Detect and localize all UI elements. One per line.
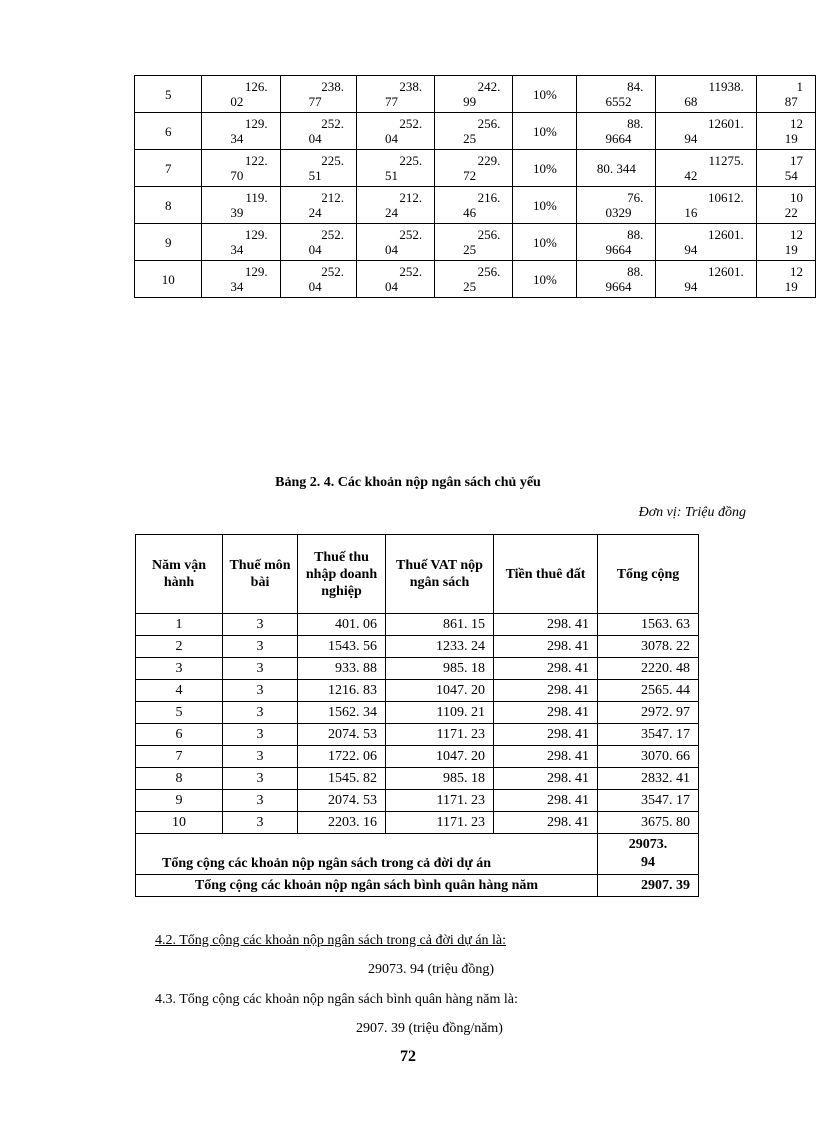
cell-line: 19 [784,279,798,294]
cell-line: 34 [230,242,244,257]
table-cell: 298. 41 [494,746,598,768]
table-cell: 3078. 22 [598,636,699,658]
table-cell: 1171. 23 [386,812,494,834]
cell-line: 34 [230,131,244,146]
table-cell: 2 [136,636,223,658]
table-cell [356,224,434,261]
table-cell: 1545. 82 [298,768,386,790]
cell-line: 77 [308,94,322,109]
table-cell: 3675. 80 [598,812,699,834]
continued-table-row [135,224,816,261]
table-cell [513,187,577,224]
table-cell [435,261,513,298]
cell-line: 51 [384,168,398,183]
cell-line: 94 [684,242,698,257]
table-cell [280,224,356,261]
table-cell [513,113,577,150]
table-cell [656,76,756,113]
cell-line: 6552 [605,94,632,109]
header-land-rent: Tiền thuê đất [494,535,598,614]
section-4-3: 4.3. Tổng cộng các khoản nộp ngân sách bình quân hàng năm là: [155,992,518,1007]
table-cell: 10 [136,812,223,834]
section-4-2-value: 29073. 94 (triệu đồng) [368,962,494,977]
cell-line: 02 [230,94,244,109]
cell-text: 5 [164,86,172,102]
table-cell: 2074. 53 [298,790,386,812]
cell-line: 34 [230,279,244,294]
cell-line: 129. [244,116,268,131]
table-cell [577,187,656,224]
cell-line: 12 [790,227,803,242]
continued-table-row [135,113,816,150]
table-cell [656,150,756,187]
cell-line: 46 [463,205,477,220]
table-cell: 861. 15 [386,614,494,636]
cell-line: 24 [308,205,322,220]
table-cell: 298. 41 [494,702,598,724]
table-cell [435,224,513,261]
cell-line: 129. [244,264,268,279]
table-cell [513,76,577,113]
cell-text: 10% [533,271,557,287]
table-cell [435,113,513,150]
table-cell: 985. 18 [386,768,494,790]
cell-line: 94 [684,279,698,294]
average-label: Tổng cộng các khoản nộp ngân sách bình quân hàng năm [136,875,598,897]
cell-line: 212. [321,190,344,205]
table-cell: 1171. 23 [386,790,494,812]
page-number: 72 [400,1048,416,1065]
table-cell: 2074. 53 [298,724,386,746]
table-cell [356,76,434,113]
table-cell: 401. 06 [298,614,386,636]
cell-text: 9 [164,234,172,250]
table-cell [656,187,756,224]
cell-line: 252. [399,227,423,242]
table-cell [202,150,280,187]
table-cell [513,150,577,187]
table-row [136,790,699,812]
cell-line: 70 [230,168,244,183]
table-row [136,724,699,746]
section-4-2: 4.2. Tổng cộng các khoản nộp ngân sách trong cả đời dự án là: [155,933,507,948]
table-row [136,746,699,768]
continued-table-row [135,150,816,187]
continued-table [134,75,816,298]
cell-line: 04 [384,131,398,146]
table-cell [435,187,513,224]
cell-line: 216. [477,190,501,205]
cell-line: 256. [477,227,501,242]
table-cell: 8 [136,768,223,790]
table-cell [756,224,815,261]
table-cell: 2203. 16 [298,812,386,834]
table-cell [577,150,656,187]
cell-line: 16 [684,205,698,220]
table-cell: 3 [136,658,223,680]
cell-line: 119. [245,190,268,205]
table-cell: 985. 18 [386,658,494,680]
total-label: Tổng cộng các khoản nộp ngân sách trong cả đời dự án [136,834,598,875]
cell-line: 9664 [605,131,632,146]
table-cell [577,261,656,298]
table-cell [280,113,356,150]
cell-line: 04 [384,279,398,294]
table-cell [280,261,356,298]
cell-line: 77 [384,94,398,109]
table-cell [756,76,815,113]
table-cell: 298. 41 [494,790,598,812]
table-cell: 3 [223,768,298,790]
table-cell: 3070. 66 [598,746,699,768]
table-cell [656,113,756,150]
table-cell: 9 [136,790,223,812]
table-cell: 933. 88 [298,658,386,680]
header-row [136,535,699,614]
table-cell: 298. 41 [494,812,598,834]
table-cell: 1562. 34 [298,702,386,724]
table-cell [202,261,280,298]
cell-text: 10% [533,160,557,176]
cell-line: 25 [463,131,477,146]
total-row [136,834,699,875]
cell-line: 72 [463,168,477,183]
table-cell [280,187,356,224]
cell-line: 04 [308,131,322,146]
cell-line: 11275. [708,153,744,168]
table-cell [280,150,356,187]
cell-line: 252. [321,227,344,242]
section-4-3-value: 2907. 39 (triệu đồng/năm) [356,1021,503,1036]
cell-line: 76. [627,190,644,205]
cell-line: 25 [463,242,477,257]
cell-text: 7 [164,160,172,176]
table-cell: 6 [136,724,223,746]
table-cell [435,150,513,187]
cell-line: 51 [308,168,322,183]
cell-text: 10% [533,123,557,139]
continued-table-row [135,261,816,298]
cell-text: 10% [533,86,557,102]
table-cell: 2972. 97 [598,702,699,724]
table-cell [577,76,656,113]
cell-line: 94 [684,131,698,146]
table-cell: 1 [136,614,223,636]
table-cell: 3 [223,702,298,724]
table-cell [135,261,202,298]
cell-text: 80. 344 [596,160,636,176]
table-cell: 1722. 06 [298,746,386,768]
cell-line: 12601. [708,264,744,279]
cell-line: 242. [477,79,501,94]
cell-line: 252. [321,264,344,279]
table-cell: 2220. 48 [598,658,699,680]
cell-line: 252. [399,116,423,131]
average-value: 2907. 39 [598,875,699,897]
table-cell: 3 [223,724,298,746]
table-cell: 298. 41 [494,680,598,702]
table-cell: 3547. 17 [598,724,699,746]
header-total: Tổng cộng [598,535,699,614]
cell-text: 8 [164,197,172,213]
table-row [136,658,699,680]
header-vat: Thuế VAT nộp ngân sách [386,535,494,614]
table-cell: 1047. 20 [386,680,494,702]
cell-line: 17 [790,153,803,168]
table-cell [356,261,434,298]
cell-text: 6 [164,123,172,139]
cell-line: 12 [790,264,803,279]
cell-line: 10612. [708,190,744,205]
table-cell [202,113,280,150]
cell-text: 10 [161,271,175,287]
total-value-line2: 94 [641,855,655,870]
cell-line: 129. [244,227,268,242]
cell-line: 10 [790,190,803,205]
cell-line: 238. [321,79,344,94]
table-cell [577,224,656,261]
table-cell [135,150,202,187]
cell-text: 10% [533,234,557,250]
cell-line: 19 [784,131,798,146]
cell-line: 99 [463,94,477,109]
table-cell: 3 [223,680,298,702]
table-cell: 1563. 63 [598,614,699,636]
table-cell: 298. 41 [494,636,598,658]
cell-line: 122. [244,153,268,168]
table-row [136,702,699,724]
total-value [598,834,699,875]
cell-line: 24 [384,205,398,220]
table-cell: 1047. 20 [386,746,494,768]
header-license-tax: Thuế môn bài [223,535,298,614]
cell-line: 88. [627,116,644,131]
cell-line: 42 [684,168,698,183]
table-cell: 3 [223,636,298,658]
table-cell: 2565. 44 [598,680,699,702]
table-cell [513,261,577,298]
table-cell: 1171. 23 [386,724,494,746]
cell-line: 229. [477,153,501,168]
header-year: Năm vận hành [136,535,223,614]
table-cell [135,224,202,261]
table-cell: 2832. 41 [598,768,699,790]
cell-line: 256. [477,116,501,131]
table-row [136,614,699,636]
table-title: Bảng 2. 4. Các khoản nộp ngân sách chủ yếu [275,475,541,490]
table-cell: 4 [136,680,223,702]
cell-line: 54 [784,168,798,183]
cell-line: 1 [796,79,803,94]
cell-line: 12 [790,116,803,131]
table-cell: 298. 41 [494,614,598,636]
cell-line: 39 [230,205,244,220]
unit-label: Đơn vị: Triệu đồng [638,505,746,520]
cell-line: 84. [627,79,644,94]
table-cell: 1233. 24 [386,636,494,658]
table-cell: 298. 41 [494,724,598,746]
table-cell [135,187,202,224]
table-row [136,812,699,834]
budget-table [135,534,699,897]
table-row [136,636,699,658]
cell-line: 12601. [708,227,744,242]
cell-line: 225. [321,153,344,168]
table-cell [756,261,815,298]
continued-table-row [135,76,816,113]
table-cell [356,150,434,187]
cell-line: 04 [384,242,398,257]
table-cell: 3547. 17 [598,790,699,812]
table-cell: 3 [223,614,298,636]
table-row [136,768,699,790]
cell-line: 126. [244,79,268,94]
table-cell [356,113,434,150]
table-cell: 7 [136,746,223,768]
table-cell [756,187,815,224]
table-cell: 298. 41 [494,768,598,790]
table-cell [202,187,280,224]
header-income-tax: Thuế thu nhập doanh nghiệp [298,535,386,614]
cell-line: 9664 [605,279,632,294]
table-cell: 1543. 56 [298,636,386,658]
table-cell [356,187,434,224]
table-cell: 298. 41 [494,658,598,680]
table-cell [513,224,577,261]
table-cell: 3 [223,658,298,680]
table-cell [656,224,756,261]
table-cell [280,76,356,113]
cell-line: 88. [627,264,644,279]
cell-line: 238. [399,79,423,94]
total-value-line1: 29073. [628,837,668,852]
cell-line: 225. [399,153,423,168]
table-cell [435,76,513,113]
average-row [136,875,699,897]
table-cell: 1109. 21 [386,702,494,724]
table-cell [135,76,202,113]
table-cell [656,261,756,298]
table-cell [135,113,202,150]
table-cell: 3 [223,812,298,834]
cell-line: 252. [399,264,423,279]
cell-line: 252. [321,116,344,131]
table-cell: 5 [136,702,223,724]
table-cell: 3 [223,790,298,812]
continued-table-row [135,187,816,224]
cell-line: 12601. [708,116,744,131]
table-cell [577,113,656,150]
cell-line: 212. [399,190,423,205]
table-cell: 3 [223,746,298,768]
cell-line: 04 [308,279,322,294]
cell-line: 9664 [605,242,632,257]
table-row [136,680,699,702]
cell-line: 87 [784,94,798,109]
table-cell [756,150,815,187]
table-cell: 1216. 83 [298,680,386,702]
cell-line: 68 [684,94,698,109]
table-cell [202,76,280,113]
cell-line: 25 [463,279,477,294]
cell-line: 22 [784,205,798,220]
cell-line: 88. [627,227,644,242]
cell-text: 10% [533,197,557,213]
cell-line: 256. [477,264,501,279]
cell-line: 0329 [605,205,632,220]
table-cell [202,224,280,261]
cell-line: 19 [784,242,798,257]
cell-line: 11938. [708,79,744,94]
cell-line: 04 [308,242,322,257]
table-cell [756,113,815,150]
